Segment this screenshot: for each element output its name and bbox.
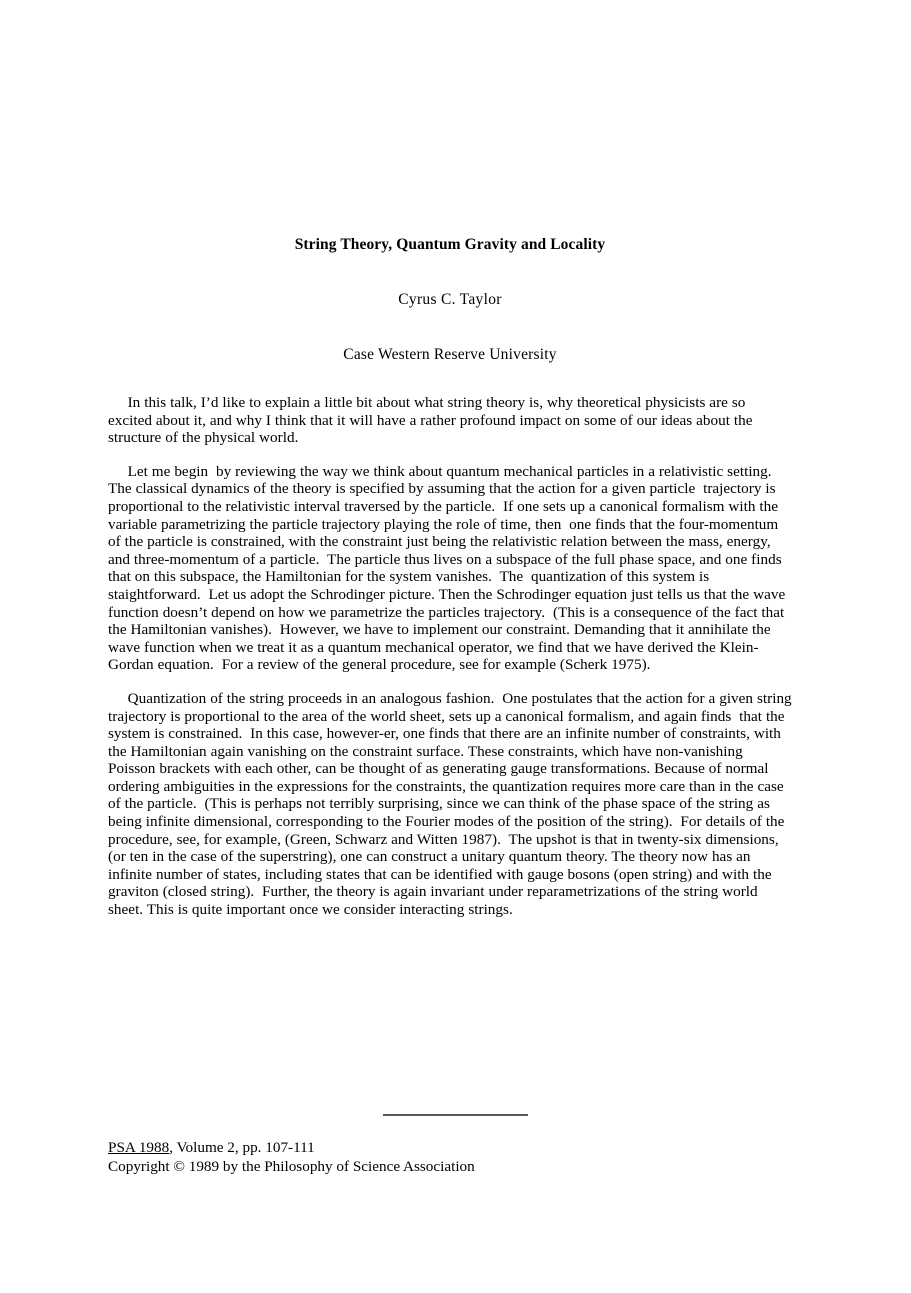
copyright-line: Copyright © 1989 by the Philosophy of Science Association bbox=[108, 1158, 475, 1175]
footnote-separator-rule bbox=[383, 1114, 528, 1116]
citation-details: , Volume 2, pp. 107-111 bbox=[169, 1139, 315, 1156]
document-content-column bbox=[108, 0, 796, 919]
document-header bbox=[108, 0, 792, 364]
footer-citation-line bbox=[108, 1138, 792, 1157]
body-paragraph-2: Let me begin by reviewing the way we think about quantum mechanical particles in a relativistic setting. The classical dynamics of the theory is specified by assuming that the action for a given particle trajectory is proportional to the relativistic interval traversed by the particle. If one sets up a canonical formalism with the variable parametrizing the particle trajectory playing the role of time, then one finds that the four-momentum of the particle is constrained, with the constraint just being the relativistic relation between the mass, energy, and three-momentum of a particle. The particle thus lives on a subspace of the full phase space, and one finds that on this subspace, the Hamiltonian for the system vanishes. The quantization of this system is staightforward. Let us adopt the Schrodinger picture. Then the Schrodinger equation just tells us that the wave function doesn’t depend on how we parametrize the particles trajectory. (This is a consequence of the fact that the Hamiltonian vanishes). However, we have to implement our constraint. Demanding that it annihilate the wave function when we treat it as a quantum mechanical operator, we find that we have derived the Klein-Gordan equation. For a review of the general procedure, see for example (Scherk 1975). bbox=[108, 462, 790, 674]
page-footer bbox=[108, 1138, 792, 1176]
page-title: String Theory, Quantum Gravity and Locality bbox=[294, 236, 606, 253]
author-affiliation: Case Western Reserve University bbox=[343, 346, 557, 363]
journal-title: PSA 1988 bbox=[108, 1139, 170, 1156]
author-name: Cyrus C. Taylor bbox=[398, 291, 502, 308]
body-paragraph-3: Quantization of the string proceeds in an analogous fashion. One postulates that the action for a given string trajectory is proportional to the area of the world sheet, sets up a canonical formalism, and again finds that the system is constrained. In this case, however-er, one finds that there are an infinite number of constraints, with the Hamiltonian again vanishing on the constraint surface. These constraints, which have non-vanishing Poisson brackets with each other, can be thought of as generating gauge transformations. Because of normal ordering ambiguities in the expressions for the constraints, the quantization requires more care than in the case of the particle. (This is perhaps not terribly surprising, since we can think of the phase space of the string as being infinite dimensional, corresponding to the Fourier modes of the position of the string). For details of the procedure, see, for example, (Green, Schwarz and Witten 1987). The upshot is that in twenty-six dimensions, (or ten in the case of the superstring), one can construct a unitary quantum theory. The theory now has an infinite number of states, including states that can be identified with gauge bosons (open string) and with the graviton (closed string). Further, the theory is again invariant under reparametrizations of the string world sheet. This is quite important once we consider interacting strings. bbox=[108, 689, 796, 919]
document-body bbox=[108, 364, 796, 919]
body-paragraph-1: In this talk, I’d like to explain a little bit about what string theory is, why theoretical physicists are so excited about it, and why I think that it will have a rather profound impact on some of our ideas about the structure of the physical world. bbox=[108, 394, 757, 447]
